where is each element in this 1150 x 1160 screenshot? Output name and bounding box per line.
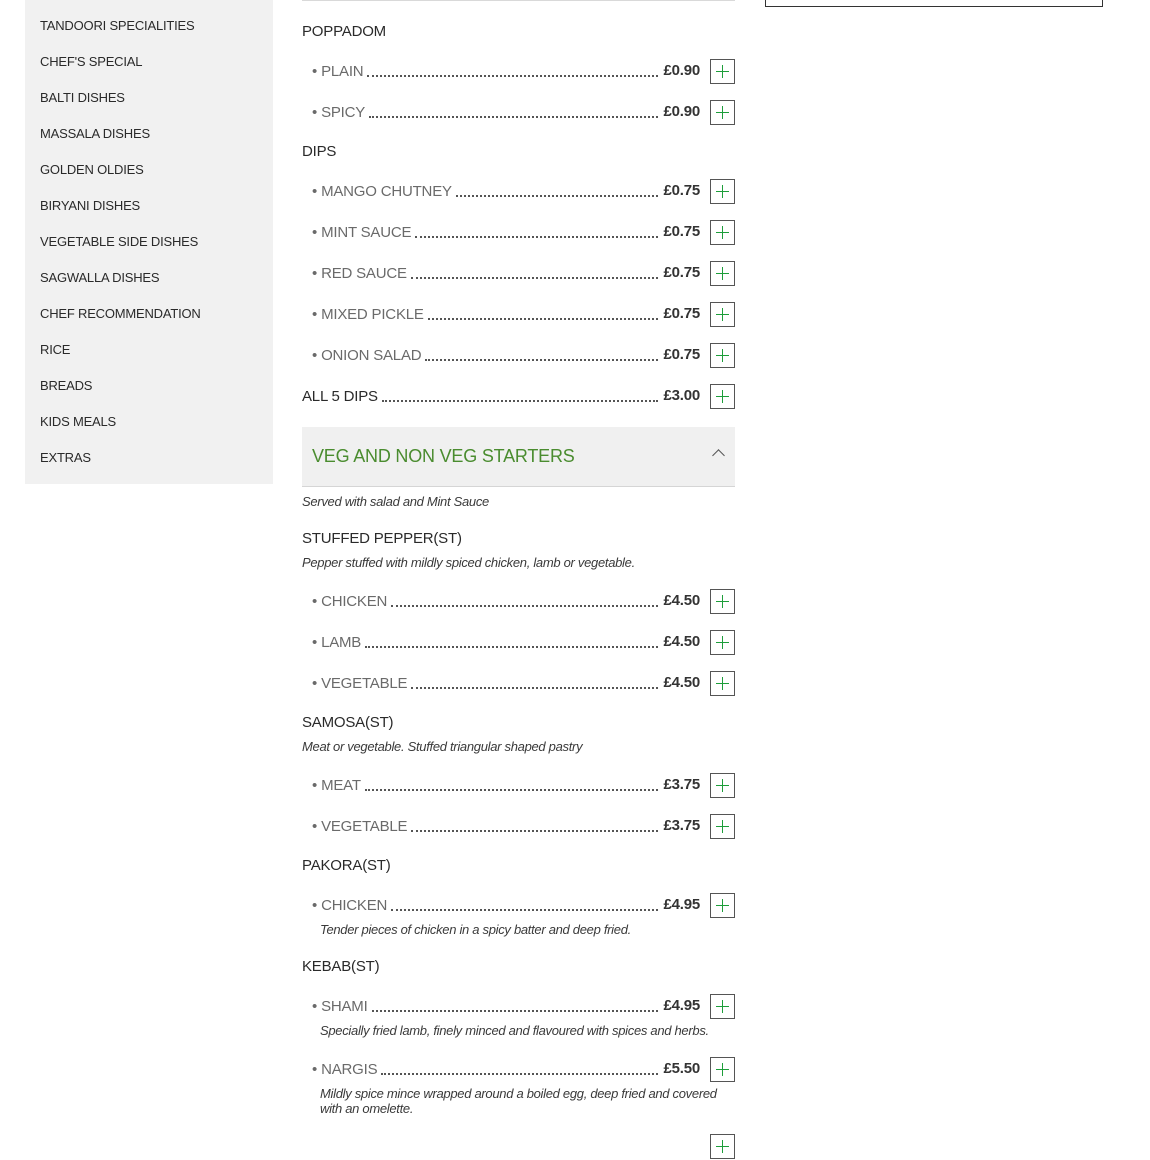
item-label: MANGO CHUTNEY [321,183,452,200]
menu-item-row [302,179,735,205]
basket-panel [765,0,1103,7]
item-label: LAMB [321,634,362,651]
add-to-order-button[interactable] [710,773,735,798]
item-price: £3.75 [659,776,700,793]
item-label: RED SAUCE [321,265,407,282]
menu-item-row [302,220,735,246]
item-name [312,306,428,323]
group-title-kebab: KEBAB(ST) [302,958,380,975]
add-to-order-button[interactable] [710,343,735,368]
leader-dots [382,400,658,402]
group-description: Pepper stuffed with mildly spiced chicken, lamb or vegetable. [302,555,635,570]
add-to-order-button[interactable] [710,384,735,409]
menu-item-row [302,994,735,1020]
item-price: £4.95 [659,896,700,913]
item-name [312,634,365,651]
bullet: • [312,306,318,323]
menu-item-row [302,630,735,656]
category-tandoori-specialities[interactable]: TANDOORI SPECIALITIES [40,18,195,33]
leader-dots [369,116,658,118]
menu-item-row [302,343,735,369]
group-title-poppadom: POPPADOM [302,23,386,40]
category-massala-dishes[interactable]: MASSALA DISHES [40,126,150,141]
menu-item-row [302,1057,735,1083]
category-golden-oldies[interactable]: GOLDEN OLDIES [40,162,144,177]
add-to-order-button[interactable] [710,893,735,918]
item-price: £0.75 [659,223,700,240]
item-price: £3.00 [659,387,700,404]
leader-dots [415,236,658,238]
item-name [312,265,411,282]
item-price: £0.90 [659,62,700,79]
menu-item-row [302,814,735,840]
item-price: £4.50 [659,633,700,650]
menu-item-row-partial [302,1134,735,1160]
category-vegetable-side-dishes[interactable]: VEGETABLE SIDE DISHES [40,234,199,249]
add-to-order-button[interactable] [710,814,735,839]
item-name [312,593,391,610]
item-label: SPICY [321,104,366,121]
group-title-pakora: PAKORA(ST) [302,857,391,874]
category-breads[interactable]: BREADS [40,378,93,393]
bullet: • [312,675,318,692]
leader-dots [425,359,658,361]
item-label: MEAT [321,777,361,794]
item-name [312,63,367,80]
item-price: £4.50 [659,592,700,609]
category-biryani-dishes[interactable]: BIRYANI DISHES [40,198,141,213]
item-name [312,675,411,692]
add-to-order-button[interactable] [710,100,735,125]
item-label: PLAIN [321,63,364,80]
item-name: ALL 5 DIPS [302,388,382,405]
bullet: • [312,347,318,364]
leader-dots [428,318,658,320]
item-price: £4.95 [659,997,700,1014]
leader-dots [381,1073,658,1075]
item-name [312,1061,381,1078]
item-label: SHAMI [321,998,368,1015]
chevron-up-icon[interactable] [712,449,725,462]
section-title: VEG AND NON VEG STARTERS [312,446,575,466]
bullet: • [312,593,318,610]
item-price: £0.75 [659,264,700,281]
category-chefs-special[interactable]: CHEF'S SPECIAL [40,54,143,69]
category-list [25,0,273,476]
add-to-order-button[interactable] [710,261,735,286]
leader-dots [411,687,658,689]
menu-item-row [302,773,735,799]
bullet: • [312,104,318,121]
group-title-dips: DIPS [302,143,337,160]
section-header-starters[interactable] [302,427,735,487]
bullet: • [312,634,318,651]
item-name [312,347,425,364]
add-to-order-button[interactable] [710,302,735,327]
add-to-order-button[interactable] [710,589,735,614]
group-title-stuffed-pepper: STUFFED PEPPER(ST) [302,530,462,547]
item-name [312,183,456,200]
leader-dots [411,277,658,279]
item-price: £0.75 [659,346,700,363]
category-balti-dishes[interactable]: BALTI DISHES [40,90,125,105]
item-price: £4.50 [659,674,700,691]
item-price: £0.75 [659,305,700,322]
category-extras[interactable]: EXTRAS [40,450,91,465]
category-rice[interactable]: RICE [40,342,71,357]
item-description: Mildly spice mince wrapped around a boiled egg, deep fried and covered with an omelette. [320,1086,717,1116]
leader-dots [365,789,658,791]
leader-dots [365,646,658,648]
leader-dots [411,830,658,832]
item-label: MIXED PICKLE [321,306,424,323]
category-sagwalla-dishes[interactable]: SAGWALLA DISHES [40,270,160,285]
item-label: CHICKEN [321,593,388,610]
menu-item-row [302,671,735,697]
item-price: £5.50 [659,1060,700,1077]
bullet: • [312,1061,318,1078]
category-sidebar [25,0,273,484]
add-to-order-button[interactable] [710,630,735,655]
add-to-order-button[interactable] [710,994,735,1019]
add-to-order-button[interactable] [710,59,735,84]
bullet: • [312,818,318,835]
add-to-order-button[interactable] [710,671,735,696]
add-to-order-button[interactable] [710,179,735,204]
menu-item-row [302,384,735,410]
add-to-order-button[interactable] [710,1057,735,1082]
bullet: • [312,998,318,1015]
item-label: VEGETABLE [321,675,408,692]
section-note: Served with salad and Mint Sauce [302,494,489,509]
menu-item-row [302,302,735,328]
bullet: • [312,63,318,80]
menu-item-row [302,893,735,919]
item-label: MINT SAUCE [321,224,412,241]
leader-dots [456,195,658,197]
menu-item-row [302,100,735,126]
menu-item-row [302,261,735,287]
item-description: Specially fried lamb, finely minced and flavoured with spices and herbs. [320,1023,709,1038]
bullet: • [312,265,318,282]
bullet: • [312,224,318,241]
item-name [312,104,369,121]
item-label: CHICKEN [321,897,388,914]
bullet: • [312,183,318,200]
item-label: ONION SALAD [321,347,422,364]
category-chef-recommendation[interactable]: CHEF RECOMMENDATION [40,306,201,321]
group-description: Meat or vegetable. Stuffed triangular shaped pastry [302,739,583,754]
item-name [312,224,415,241]
divider [302,0,735,1]
item-label: VEGETABLE [321,818,408,835]
item-price: £0.90 [659,103,700,120]
item-price: £0.75 [659,182,700,199]
leader-dots [372,1010,658,1012]
category-kids-meals[interactable]: KIDS MEALS [40,414,117,429]
menu-item-row [302,589,735,615]
leader-dots [391,605,658,607]
leader-dots [391,909,658,911]
item-label: NARGIS [321,1061,378,1078]
item-name [312,818,411,835]
add-to-order-button[interactable] [710,220,735,245]
group-title-samosa: SAMOSA(ST) [302,714,394,731]
item-price: £3.75 [659,817,700,834]
add-to-order-button[interactable] [710,1134,735,1159]
item-name [312,897,391,914]
item-name [312,998,372,1015]
bullet: • [312,897,318,914]
item-description: Tender pieces of chicken in a spicy batter and deep fried. [320,922,631,937]
bullet: • [312,777,318,794]
leader-dots [367,75,658,77]
menu-item-row [302,59,735,85]
item-name [312,777,365,794]
